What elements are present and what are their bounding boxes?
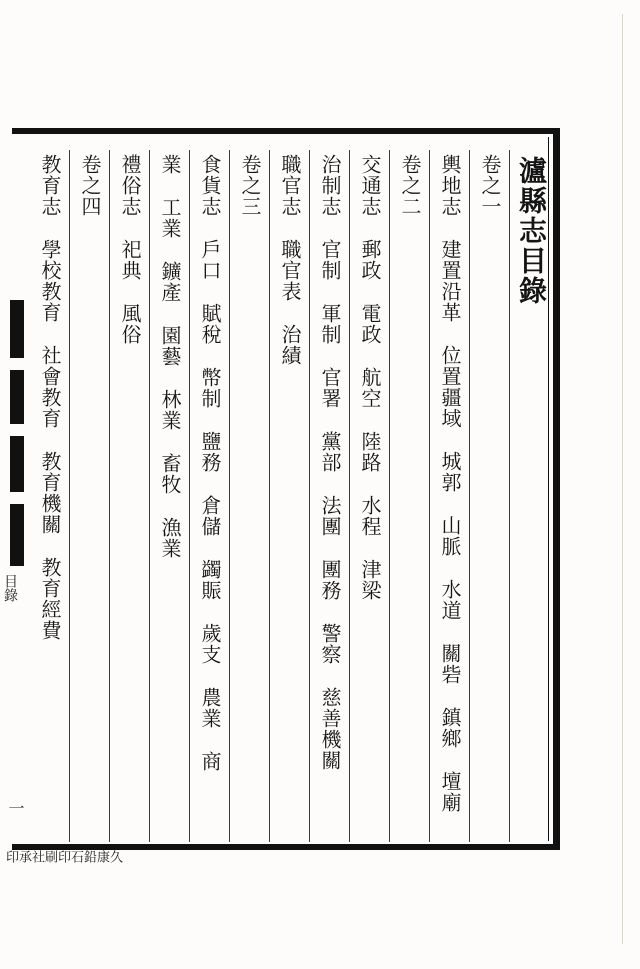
toc-column bbox=[430, 150, 470, 842]
subsection-item: 畜牧 bbox=[158, 453, 182, 495]
subsection-item: 祀典 bbox=[118, 239, 142, 281]
subsection-item: 郵政 bbox=[358, 239, 382, 281]
subsection-item: 業 bbox=[158, 154, 182, 175]
toc-column bbox=[230, 150, 270, 842]
toc-column bbox=[70, 150, 110, 842]
gazetteer-section bbox=[40, 154, 60, 641]
section-heading: 職官志 bbox=[278, 154, 302, 217]
toc-column bbox=[150, 150, 190, 842]
subsection-item: 賦稅 bbox=[198, 303, 222, 345]
gazetteer-section bbox=[200, 154, 220, 772]
subsection-item: 農業 bbox=[198, 687, 222, 729]
column-rule bbox=[429, 150, 430, 842]
gazetteer-section bbox=[360, 154, 380, 601]
subsection-item: 水程 bbox=[358, 495, 382, 537]
subsection-item: 幣制 bbox=[198, 367, 222, 409]
column-rule bbox=[149, 150, 150, 842]
toc-column bbox=[190, 150, 230, 842]
subsection-item: 職官表 bbox=[278, 239, 302, 302]
margin-banner bbox=[10, 300, 24, 568]
subsection-item: 建置沿革 bbox=[438, 239, 462, 323]
margin-page-number: 一 bbox=[6, 800, 25, 816]
toc-column bbox=[390, 150, 430, 842]
subsection-item: 蠲賑 bbox=[198, 559, 222, 601]
subsection-item: 軍制 bbox=[318, 303, 342, 345]
toc-column bbox=[470, 150, 510, 842]
column-rule bbox=[349, 150, 350, 842]
subsection-item: 鎮鄉 bbox=[438, 707, 462, 749]
column-rule bbox=[469, 150, 470, 842]
toc-column bbox=[30, 150, 70, 842]
gazetteer-section bbox=[120, 154, 140, 345]
subsection-item: 電政 bbox=[358, 303, 382, 345]
section-heading: 教育志 bbox=[38, 154, 62, 217]
continuation-line bbox=[160, 154, 180, 559]
subsection-item: 漁業 bbox=[158, 517, 182, 559]
subsection-item: 黨部 bbox=[318, 431, 342, 473]
volume-heading: 卷之二 bbox=[398, 154, 422, 217]
subsection-item: 法團 bbox=[318, 495, 342, 537]
section-heading: 治制志 bbox=[318, 154, 342, 217]
subsection-item: 風俗 bbox=[118, 303, 142, 345]
section-heading: 輿地志 bbox=[438, 154, 462, 217]
subsection-item: 教育機關 bbox=[38, 451, 62, 535]
subsection-item: 水道 bbox=[438, 579, 462, 621]
toc-column bbox=[350, 150, 390, 842]
column-rule bbox=[229, 150, 230, 842]
subsection-item: 社會教育 bbox=[38, 345, 62, 429]
subsection-item: 工業 bbox=[158, 197, 182, 239]
title-column bbox=[510, 150, 552, 842]
subsection-item: 航空 bbox=[358, 367, 382, 409]
subsection-item: 津梁 bbox=[358, 559, 382, 601]
toc-column bbox=[270, 150, 310, 842]
volume-heading: 卷之三 bbox=[238, 154, 262, 217]
subsection-item: 陸路 bbox=[358, 431, 382, 473]
subsection-item: 官制 bbox=[318, 239, 342, 281]
subsection-item: 治績 bbox=[278, 324, 302, 366]
margin-printer-note: 久康鉛石印刷社承印 bbox=[3, 850, 122, 864]
subsection-item: 位置疆域 bbox=[438, 345, 462, 429]
subsection-item: 慈善機關 bbox=[318, 687, 342, 771]
column-rule bbox=[109, 150, 110, 842]
page-edge-line bbox=[622, 14, 623, 944]
subsection-item: 警察 bbox=[318, 623, 342, 665]
subsection-item: 商 bbox=[198, 751, 222, 772]
column-rule bbox=[309, 150, 310, 842]
section-heading: 交通志 bbox=[358, 154, 382, 217]
subsection-item: 學校教育 bbox=[38, 239, 62, 323]
volume-heading: 卷之四 bbox=[78, 154, 102, 217]
column-rule bbox=[189, 150, 190, 842]
subsection-item: 城郭 bbox=[438, 451, 462, 493]
gazetteer-section bbox=[440, 154, 460, 813]
subsection-item: 鹽務 bbox=[198, 431, 222, 473]
subsection-item: 山脈 bbox=[438, 515, 462, 557]
subsection-item: 關砦 bbox=[438, 643, 462, 685]
column-rule bbox=[269, 150, 270, 842]
subsection-item: 園藝 bbox=[158, 325, 182, 367]
toc-column bbox=[110, 150, 150, 842]
document-title: 瀘縣志目錄 bbox=[515, 156, 548, 306]
column-rule bbox=[69, 150, 70, 842]
toc-column bbox=[310, 150, 350, 842]
subsection-item: 壇廟 bbox=[438, 771, 462, 813]
subsection-item: 林業 bbox=[158, 389, 182, 431]
subsection-item: 團務 bbox=[318, 559, 342, 601]
subsection-item: 官署 bbox=[318, 367, 342, 409]
subsection-item: 歲支 bbox=[198, 623, 222, 665]
column-rule bbox=[389, 150, 390, 842]
section-heading: 禮俗志 bbox=[118, 154, 142, 217]
volume-heading: 卷之一 bbox=[478, 154, 502, 217]
section-heading: 食貨志 bbox=[198, 154, 222, 217]
gazetteer-section bbox=[280, 154, 300, 366]
subsection-item: 鑛產 bbox=[158, 261, 182, 303]
subsection-item: 戶口 bbox=[198, 239, 222, 281]
subsection-item: 教育經費 bbox=[38, 557, 62, 641]
subsection-item: 倉儲 bbox=[198, 495, 222, 537]
margin-section-label: 目錄 bbox=[2, 574, 18, 602]
column-rule bbox=[509, 150, 510, 842]
gazetteer-section bbox=[320, 154, 340, 771]
